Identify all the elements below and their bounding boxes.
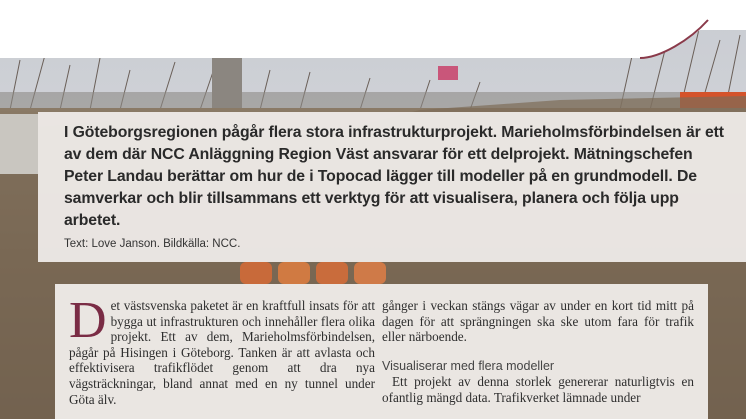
right-column <box>382 298 694 406</box>
photo-credit: Text: Love Janson. Bildkälla: NCC. <box>64 238 241 250</box>
section-heading: Visualiserar med flera modeller <box>382 358 555 373</box>
left-column-text: et västsvenska paketet är en kraftfull insats för att bygga ut infrastrukturen och innehåller flera olika projekt. Ett av dem, Marieholmsförbindelsen, pågår på Hisingen i Göteborg. Tanken är att avlasta och effektivisera trafikflödet genom att dra nya vägsträckningar, bland annat med en ny tunnel under Göta älv. <box>69 298 375 407</box>
right-column-text: gånger i veckan stängs vägar av under en kort tid mitt på dagen för att sprängningen ska ske utom fara för trafik eller närboende. <box>382 298 694 345</box>
header-banner <box>0 0 746 58</box>
distant-building <box>438 66 458 80</box>
intro-text: I Göteborgsregionen pågår flera stora infrastrukturprojekt. Marieholmsförbindelsen är ett av dem där NCC Anläggning Region Väst ansvarar för ett delprojekt. Mätningschefen Peter Landau berättar om hur de i Topocad lägger till modeller på en grundmodell. De samverkar och blir tillsammans ett verktyg för att visualisera, planera och följa upp arbetet. <box>64 124 724 229</box>
dropcap: D <box>69 292 107 349</box>
left-column <box>69 292 375 407</box>
intro-box <box>38 112 746 262</box>
article-body <box>55 284 708 419</box>
site-office <box>0 114 38 174</box>
section-text: Ett projekt av denna storlek genererar naturligtvis en ofantlig mängd data. Trafikverket lämnade under <box>382 374 694 405</box>
